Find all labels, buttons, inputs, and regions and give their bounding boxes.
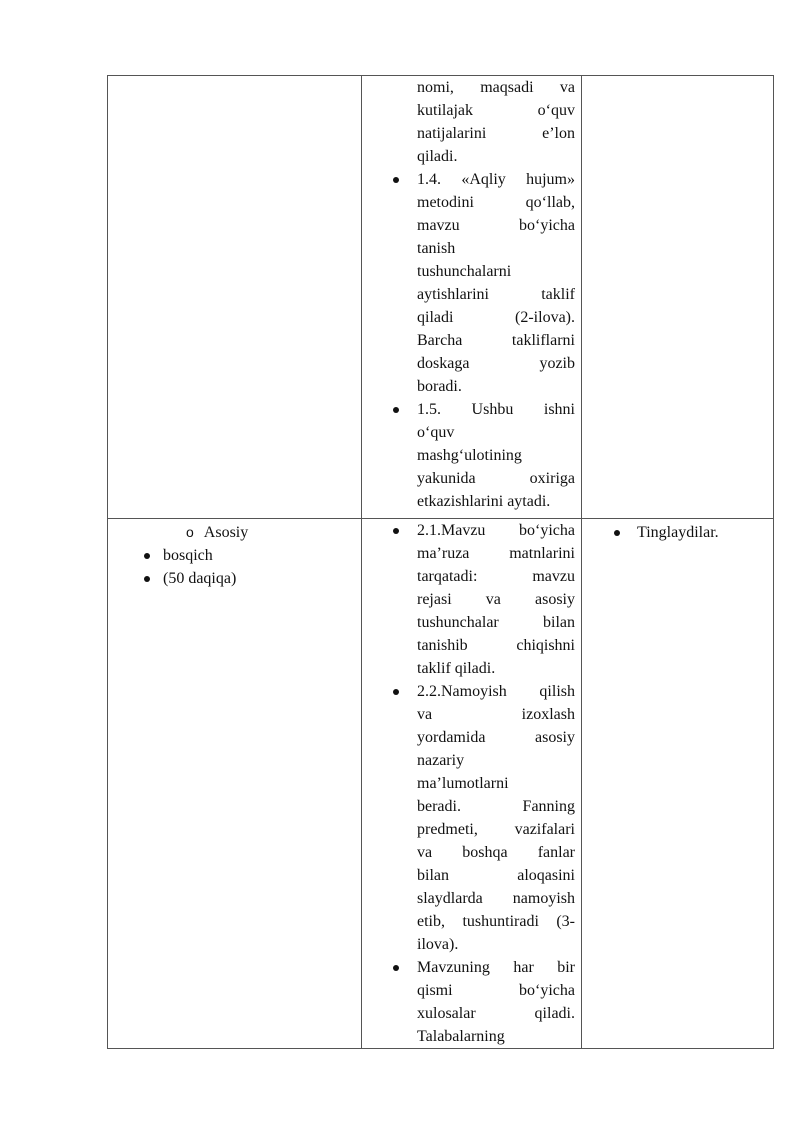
teacher-activity-cell [362,76,582,519]
activity-line: natijalarini e’lon [417,125,575,142]
activity-item [362,680,581,956]
stage-list-item: bosqich [163,544,236,567]
activity-line: ilova). [417,936,459,953]
activity-line: tanish [417,240,456,257]
activity-line: nazariy [417,752,465,769]
activity-line: Talabalarning [417,1028,505,1045]
activity-line: bilan aloqasini [417,867,575,884]
table-row [108,519,774,1049]
activity-item [362,168,581,398]
activity-line: slaydlarda namoyish [417,890,575,907]
student-activity-cell [582,76,774,519]
stage-cell [108,519,362,1049]
activity-line: beradi. Fanning [417,798,575,815]
activity-line: mashg‘ulotining [417,447,522,464]
teacher-activity-list [362,519,581,1048]
activity-line: ma’lumotlarni [417,775,509,792]
activity-line: va izoxlash [417,706,575,723]
activity-line: tushunchalarni [417,263,512,280]
activity-line: tanishib chiqishni [417,637,575,654]
activity-line: 2.1.Mavzu bo‘yicha [417,522,575,539]
activity-line: nomi, maqsadi va [417,79,575,96]
activity-line: kutilajak o‘quv [417,102,575,119]
activity-line: rejasi va asosiy [417,591,575,608]
outline-bullet-icon: o [186,524,194,540]
teacher-activity-cell [362,519,582,1049]
activity-line: qismi bo‘yicha [417,982,575,999]
activity-line: 2.2.Namoyish qilish [417,683,575,700]
activity-line: xulosalar qiladi. [417,1005,575,1022]
activity-item [362,76,581,168]
stage-cell [108,76,362,519]
activity-line: yakunida oxiriga [417,470,575,487]
activity-line: 1.5. Ushbu ishni [417,401,575,418]
activity-line: etib, tushuntiradi (3- [417,913,575,930]
activity-item [362,956,581,1048]
activity-line: taklif qiladi. [417,660,496,677]
activity-line: 1.4. «Aqliy hujum» [417,171,575,188]
activity-line: yordamida asosiy [417,729,575,746]
activity-line: mavzu bo‘yicha [417,217,575,234]
student-activity-item: Tinglaydilar. [582,521,773,544]
activity-line: predmeti, vazifalari [417,821,575,838]
activity-line: aytishlarini taklif [417,286,575,303]
teacher-activity-list [362,76,581,513]
student-activity-cell [582,519,774,1049]
activity-line: boradi. [417,378,462,395]
activity-line: Mavzuning har bir [417,959,575,976]
activity-line: tarqatadi: mavzu [417,568,575,585]
activity-line: tushunchalar bilan [417,614,575,631]
activity-item [362,519,581,680]
activity-line: doskaga yozib [417,355,575,372]
stage-list-item: (50 daqiqa) [163,567,236,590]
table-row [108,76,774,519]
lesson-plan-table [107,75,774,1049]
stage-heading [186,521,248,544]
activity-item [362,398,581,513]
stage-list [163,544,236,590]
activity-line: metodini qo‘llab, [417,194,575,211]
activity-line: etkazishlarini aytadi. [417,493,551,510]
activity-line: o‘quv [417,424,455,441]
activity-line: qiladi (2-ilova). [417,309,575,326]
activity-line: ma’ruza matnlarini [417,545,575,562]
student-activity-list [582,521,773,544]
stage-heading-text: Asosiy [203,524,249,541]
activity-line: va boshqa fanlar [417,844,575,861]
activity-line: Barcha takliflarni [417,332,575,349]
activity-line: qiladi. [417,148,458,165]
